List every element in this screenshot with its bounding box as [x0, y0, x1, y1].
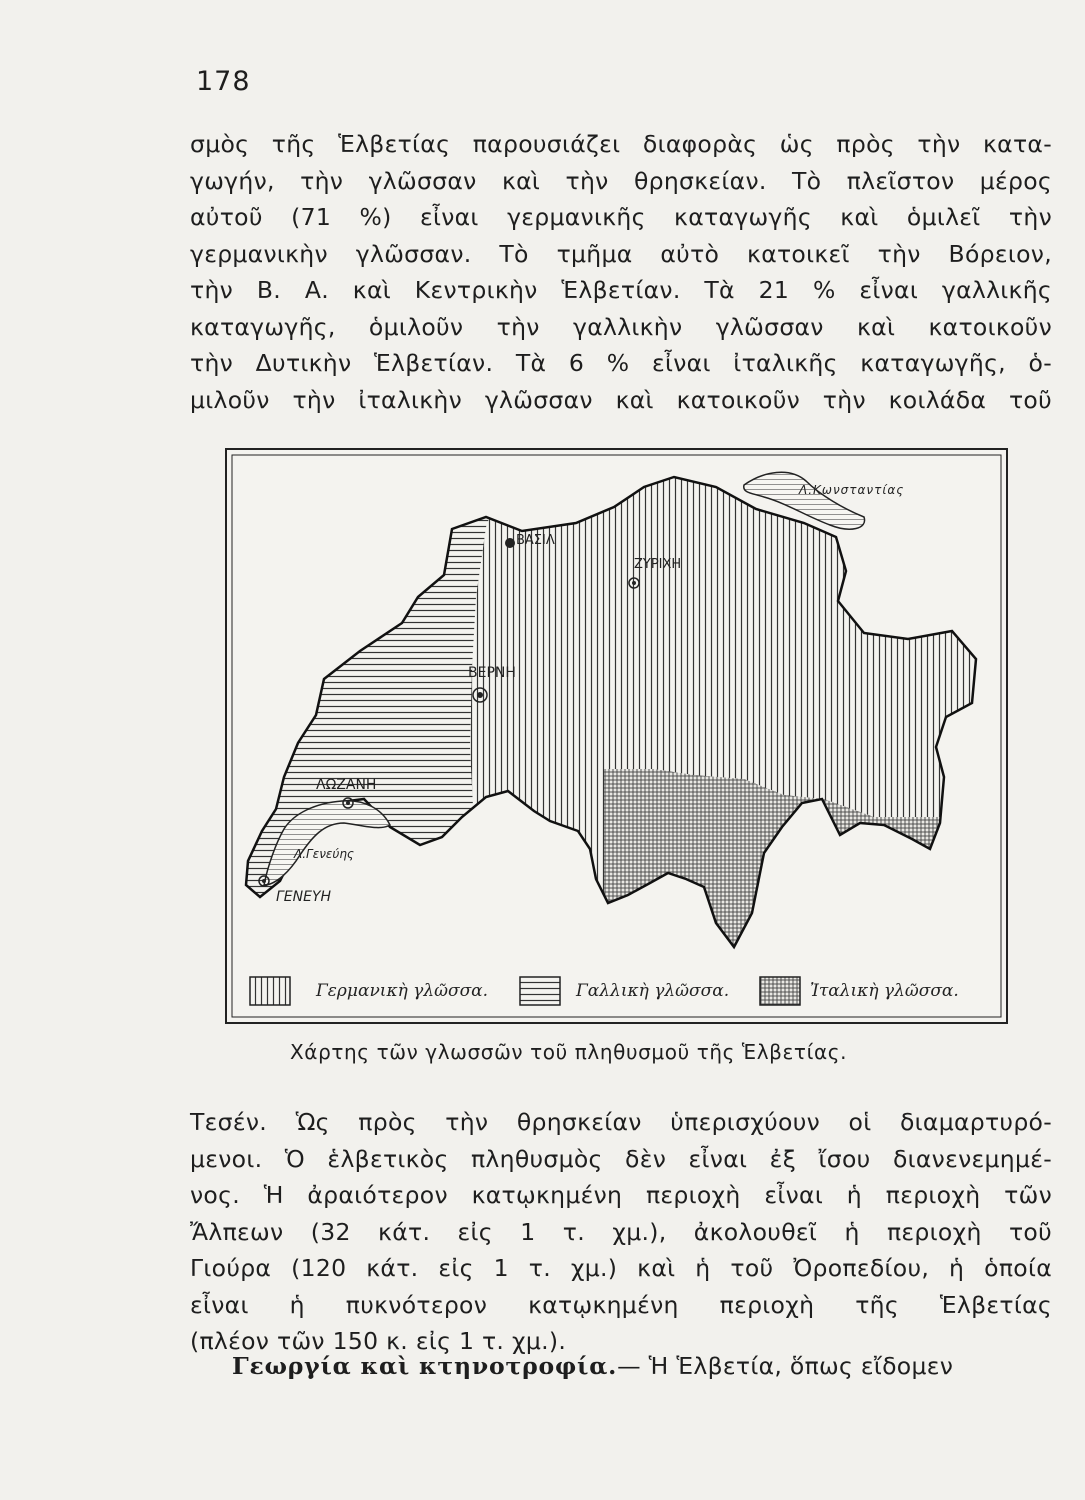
text-line: αὐτοῦ (71 %) εἶναι γερμανικῆς καταγωγῆς καὶ ὁμιλεῖ τὴν: [190, 203, 1052, 231]
paragraph-top: [190, 126, 1052, 418]
legend-label-german: Γερμανικὴ γλῶσσα.: [316, 981, 489, 1001]
text-line: [190, 1348, 1052, 1385]
page-number: 178: [196, 66, 251, 97]
text-line: τὴν Δυτικὴν Ἑλβετίαν. Τὰ 6 % εἶναι ἰταλικῆς καταγωγῆς, ὁ-: [190, 349, 1052, 377]
map-drawing: [224, 447, 1009, 1025]
language-map: [224, 447, 1009, 1025]
text-line: τὴν Β. Α. καὶ Κεντρικὴν Ἑλβετίαν. Τὰ 21 % εἶναι γαλλικῆς: [190, 276, 1052, 304]
paragraph-bottom: [190, 1104, 1052, 1360]
section-heading: Γεωργία καὶ κτηνοτροφία.: [232, 1352, 618, 1380]
text-line: καταγωγῆς, ὁμιλοῦν τὴν γαλλικὴν γλῶσσαν καὶ κατοικοῦν: [190, 312, 1052, 341]
legend-swatch-french: [520, 977, 560, 1005]
legend-swatch-italian: [760, 977, 800, 1005]
label-lausanne: ΛΩΖΑΝΗ: [316, 777, 377, 793]
label-zurich: ΖΥΡΙΧΗ: [634, 557, 682, 572]
text-line: μιλοῦν τὴν ἰταλικὴν γλῶσσαν καὶ κατοικοῦν τὴν κοιλάδα τοῦ: [190, 385, 1052, 414]
text-line: (πλέον τῶν 150 κ. εἰς 1 τ. χμ.).: [190, 1327, 567, 1355]
text-line: Γιούρα (120 κάτ. εἰς 1 τ. χμ.) καὶ ἡ τοῦ Ὀροπεδίου, ἡ ὁποία: [190, 1254, 1052, 1282]
label-bern: ΒΕΡΝΗ: [468, 665, 516, 681]
legend-swatch-german: [250, 977, 290, 1005]
section-text: — Ἡ Ἑλβετία, ὅπως εἴδομεν: [617, 1352, 954, 1380]
map-caption: Χάρτης τῶν γλωσσῶν τοῦ πληθυσμοῦ τῆς Ἑλβετίας.: [290, 1040, 848, 1064]
label-lake-geneva: Λ.Γενεύης: [294, 847, 354, 861]
text-line: γωγήν, τὴν γλῶσσαν καὶ τὴν θρησκείαν. Τὸ πλεῖστον μέρος: [190, 166, 1052, 195]
legend-label-italian: Ἰταλικὴ γλῶσσα.: [810, 981, 959, 1001]
text-line: Ἄλπεων (32 κάτ. εἰς 1 τ. χμ.), ἀκολουθεῖ ἡ περιοχὴ τοῦ: [190, 1217, 1052, 1246]
label-basel: ΒΑΣΙΛ: [516, 533, 555, 548]
text-line: Τεσέν. Ὡς πρὸς τὴν θρησκείαν ὑπερισχύουν οἱ διαμαρτυρό-: [190, 1108, 1052, 1136]
label-lake-constance: Λ.Κωνσταντίας: [799, 483, 905, 497]
text-line: σμὸς τῆς Ἑλβετίας παρουσιάζει διαφορὰς ὡς πρὸς τὴν κατα-: [190, 130, 1052, 158]
legend-label-french: Γαλλικὴ γλῶσσα.: [576, 981, 730, 1001]
text-line: εἶναι ἡ πυκνότερον κατῳκημένη περιοχὴ τῆς Ἑλβετίας: [190, 1290, 1052, 1319]
paragraph-last: [190, 1348, 1052, 1385]
text-line: γερμανικὴν γλῶσσαν. Τὸ τμῆμα αὐτὸ κατοικεῖ τὴν Βόρειον,: [190, 239, 1052, 268]
text-line: νος. Ἡ ἀραιότερον κατῳκημένη περιοχὴ εἶναι ἡ περιοχὴ τῶν: [190, 1181, 1052, 1209]
label-geneva: ΓΕΝΕΥΗ: [276, 889, 332, 905]
text-line: μενοι. Ὁ ἑλβετικὸς πληθυσμὸς δὲν εἶναι ἐξ ἴσου διανενεμημέ-: [190, 1144, 1052, 1173]
